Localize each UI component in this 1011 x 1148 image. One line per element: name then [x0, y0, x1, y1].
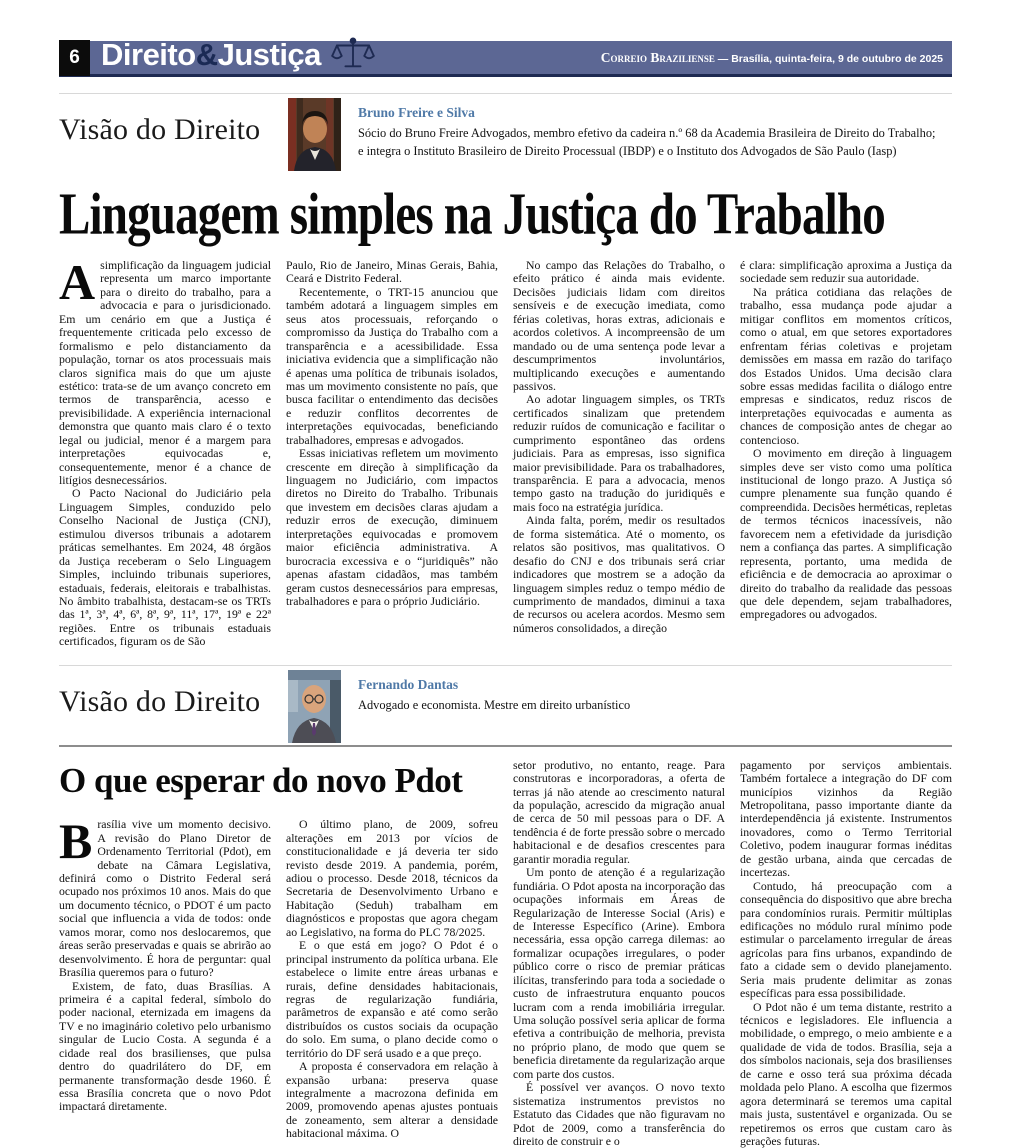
oped2-headline: O que esperar do novo Pdot — [59, 760, 463, 800]
section-title — [101, 37, 376, 79]
article-paragraph — [59, 813, 271, 980]
article-paragraph: É possível ver avanços. O novo texto sistematiza instrumentos previstos no Estatuto das Cidades que não figuravam no Pdot de 2009, como a transferência do direito de construir e o — [513, 1080, 725, 1148]
edition-dateline: — Brasília, quinta-feira, 9 de outubro de 2025 — [714, 52, 943, 65]
oped1-kicker: Visão do Direito — [59, 113, 261, 146]
masthead-name: Correio Braziliense — [600, 49, 715, 65]
section-title-right: Justiça — [217, 36, 321, 72]
oped1-column-2 — [286, 259, 498, 649]
oped1-article — [59, 254, 952, 649]
oped1-column-4 — [740, 259, 952, 649]
article-paragraph: O último plano, de 2009, sofreu alterações em 2013 por vícios de constitucionalidade e já deveria ter sido revisto desde 2019. A pandemia, porém, adiou o processo. Desde 2018, técnicos da Secretaria de Desenvolvimento Urbano e Habitação (Seduh) trabalham em diagnósticos e propostas que agora chegam ao Legislativo, na forma do PLC 78/2025. — [286, 817, 498, 939]
article-paragraph: Contudo, há preocupação com a consequência do dispositivo que abre brecha para condomínios rurais. Permitir múltiplas edificações no módulo rural mínimo pode estimular o parcelamento irregular de áreas agrícolas para fins urbanos, expandindo de fato a cidade sem o devido planejamento. Seria mais prudente delimitar as zonas específicas para essa possibilidade. — [740, 878, 952, 1001]
article-paragraph — [59, 254, 271, 487]
oped1-author-bio-line1: Sócio do Bruno Freire Advogados, membro efetivo da cadeira n.º 68 da Academia Brasileira de Direito do Trabalho; — [358, 126, 936, 140]
article-paragraph: O Pacto Nacional do Judiciário pela Linguagem Simples, conduzido pelo Conselho Nacional de Justiça (CNJ), estimulou diversos tribunais a adotarem práticas semelhantes. Em 2024, 48 órgãos da Justiça receberam o Selo Linguagem Simples, incluindo tribunais superiores, estaduais, federais, eleitorais e trabalhistas. No âmbito trabalhista, destacam-se os TRTs das 1ª, 3ª, 4ª, 6ª, 8ª, 9ª, 11ª, 17ª, 19ª e 22ª regiões. Entre os tribunais estaduais certificados, figuram os de São — [59, 486, 271, 649]
article-paragraph: é clara: simplificação aproxima a Justiça da sociedade sem reduzir sua autoridade. — [740, 258, 952, 286]
section-title-left: Direito — [101, 36, 196, 72]
oped2-dropcap: B — [59, 813, 93, 870]
oped1-column-3 — [513, 259, 725, 649]
article-paragraph: Recentemente, o TRT-15 anunciou que também adotará a linguagem simples em seus atos processuais, reforçando o compromisso da Justiça do Trabalho com a transparência e a acessibilidade. Essa iniciativa evidencia que a simplificação não é apenas uma política de tribunais isolados, mas um movimento consistente no país, que busca facilitar o entendimento das decisões e reduzir conflitos decorrentes de interpretações equivocadas, beneficiando trabalhadores, empresas e advogados. — [286, 284, 498, 447]
oped2-headline-wrap — [59, 759, 498, 819]
section-header-bar — [59, 36, 952, 77]
oped2-column-4 — [740, 759, 952, 1148]
article-paragraph: setor produtivo, no entanto, reage. Para construtoras e incorporadoras, a oferta de terras já não atende ao crescimento natural da população, acrescido da migração anual de cerca de 50 mil pessoas para o DF. A tendência é de forte pressão sobre o mercado habitacional e de desafios crescentes para garantir moradia regular. — [513, 757, 725, 866]
article-paragraph: Ao adotar linguagem simples, os TRTs certificados sinalizam que pretendem reduzir ruídos de comunicação e facilitar o cumprimento espontâneo das ordens judiciais. Para as empresas, isso significa maior previsibilidade. Para os trabalhadores, transparência. E para a advocacia, menos tempo gasto na tradução do juridiquês e mais foco na estratégia jurídica. — [513, 392, 725, 514]
oped2-column-3 — [513, 759, 725, 1148]
article-paragraph: Na prática cotidiana das relações de trabalho, essa mudança pode ajudar a mitigar conflitos em momentos críticos, como o atual, em que setores exportadores enfrentam férias coletivas e projetam demissões em massa em razão do tarifaço dos Estados Unidos. Uma decisão clara sobre essas medidas facilita o diálogo entre empresas e sindicatos, reduz riscos de interpretações equivocadas e aumenta as chances de composição antes de chegar ao contencioso. — [740, 284, 952, 447]
article-paragraph: A proposta é conservadora em relação à expansão urbana: preserva quase integralmente a macrozona definida em 2009, promovendo apenas ajustes pontuais de zoneamento, sem alterar a densidade habitacional máxima. O — [286, 1059, 498, 1141]
article-paragraph: pagamento por serviços ambientais. Também fortalece a integração do DF com municípios vizinhos da Região Metropolitana, passo importante diante da interdependência já existente. Instrumentos inovadores, como o Termo Territorial Coletivo, podem inaugurar formas inéditas de gestão urbana, ainda que cercadas de incertezas. — [740, 757, 952, 880]
article-paragraph: Ainda falta, porém, medir os resultados de forma sistemática. Até o momento, os relatos são positivos, mas qualitativos. O desafio do CNJ e dos tribunais será criar indicadores que mostrem se a adoção da linguagem simples reduz o tempo médio de cumprimento de mandados, diminui a taxa de recursos ou acelera acordos. Mesmo sem números consolidados, a direção — [513, 513, 725, 635]
article-paragraph: O Pdot não é um tema distante, restrito a técnicos e legisladores. Ele influencia a mobilidade, o emprego, o meio ambiente e a qualidade de vida de todos. Brasília, seja a dos símbolos nacionais, seja dos brasilienses de carne e osso terá sua próxima década moldada pelo Plano. A escolha que fizermos agora determinará se teremos uma capital mais justa, sustentável e organizada. Ou se repetiremos os erros que custam caro às gerações futuras. — [740, 999, 952, 1148]
oped2-author-bio-line1: Advogado e economista. Mestre em direito urbanístico — [358, 697, 631, 712]
article-paragraph: Existem, de fato, duas Brasílias. A primeira é a capital federal, símbolo do poder nacional, eternizada em imagens da TV e no imaginário coletivo pelo urbanismo singular de Lucio Costa. A segunda é a cidade real dos brasilienses, que pulsa dentro do quadrilátero do DF, em permanente transformação desde 1960. É essa Brasília concreta que o novo Pdot impactará diretamente. — [59, 978, 271, 1114]
article-paragraph: Um ponto de atenção é a regularização fundiária. O Pdot aposta na incorporação das ocupações informais em Áreas de Regularização de Interesse Social (Aris) e de Interesse Específico (Arine). Embora necessária, essa opção carrega dilemas: ao formalizar ocupações irregulares, o poder público corre o risco de premiar práticas ilícitas, transferindo para toda a sociedade o custo de infraestrutura enquanto poucos lucram com a renda imobiliária irregular. Uma solução possível seria aplicar de forma efetiva a contribuição de melhoria, prevista no próprio plano, de modo que quem se beneficia diretamente da regularização arque com parte dos custos. — [513, 865, 725, 1081]
oped2-author-strip — [59, 665, 952, 743]
masthead-dateline — [601, 49, 943, 67]
section-title-ampersand: & — [195, 36, 218, 72]
fernando-dantas-photo — [288, 670, 341, 743]
article-paragraph: No campo das Relações do Trabalho, o efeito prático é ainda mais evidente. Decisões judiciais lidam com direitos sensíveis e de execução imediata, como férias coletivas, horas extras, adicionais e acordos coletivos. A incompreensão de um mandado ou de uma sentença pode levar a descumprimentos involuntários, multiplicando execuções e aumentando passivos. — [513, 258, 725, 393]
oped2-column-1 — [59, 813, 271, 1148]
oped1-dropcap: A — [59, 254, 96, 310]
bruno-freire-photo — [288, 98, 341, 171]
oped1-headline: Linguagem simples na Justiça do Trabalho — [59, 181, 885, 248]
oped2-article — [59, 759, 952, 1148]
oped1-headline-wrap — [59, 181, 952, 248]
oped2-column-2 — [286, 818, 498, 1148]
oped1-author-name: Bruno Freire e Silva — [358, 105, 475, 120]
article-paragraph: Essas iniciativas refletem um movimento crescente em direção à simplificação da linguagem no Judiciário, com impactos diretos no Direito do Trabalho. Tribunais que investem em decisões claras ajudam a reduzir erros de execução, diminuem interpretações equivocadas e promovem maior eficiência administrativa. A burocracia excessiva e o “juridiquês” não apenas afastam cidadãos, mas também geram custos desnecessários para empresas, trabalhadores e para o próprio Judiciário. — [286, 446, 498, 608]
oped2-author-info — [358, 670, 630, 715]
article-paragraph: O movimento em direção à linguagem simples deve ser visto como uma política institucional de longo prazo. A Justiça só cumpre plenamente sua função quando é compreendida. Decisões herméticas, repletas de termos técnicos inacessíveis, não favorecem nem a efetividade da jurisdição nem a confiança das partes. A simplificação representa, portanto, uma medida de eficiência e de democracia ao aproximar o direito do trabalho da realidade das pessoas que dele dependem, sejam trabalhadores, empregadores ou advogados. — [740, 446, 952, 622]
page-number: 6 — [59, 40, 90, 76]
paragraph-text: simplificação da linguagem judicial representa um marco importante para o direito do trabalho, para a advocacia e para o jurisdicionado. Em um cenário em que a Justiça é frequentemente criticada pelo excesso de formalismo e pelo distanciamento da população, tornar os atos processuais mais claros significa mais do que um ajuste estético: trata-se de um avanço concreto em termos de transparência, acesso e previsibilidade. A experiência internacional demonstra que quanto mais claro é o texto legal ou judicial, menor é a margem para interpretações equivocadas e, consequentemente, menor é a chance de litígios desnecessários. — [59, 258, 271, 487]
article-paragraph: Paulo, Rio de Janeiro, Minas Gerais, Bahia, Ceará e Distrito Federal. — [286, 258, 498, 286]
oped1-column-1 — [59, 254, 271, 649]
oped1-author-strip — [59, 93, 952, 171]
scales-of-justice-icon — [330, 37, 376, 79]
oped2-author-name: Fernando Dantas — [358, 676, 459, 692]
oped1-author-info — [358, 98, 935, 160]
article-paragraph: E o que está em jogo? O Pdot é o principal instrumento da política urbana. Ele estabelece o limite entre áreas urbanas e rurais, define densidades habitacionais, regras de regularização fundiária, parâmetros de expansão e até como serão distribuídos os custos sociais da ocupação do solo. Em suma, o plano decide como o território do DF será usado e a que preço. — [286, 938, 498, 1060]
oped2-author-strip-wrap — [59, 665, 952, 747]
paragraph-text: rasília vive um momento decisivo. A revisão do Plano Diretor de Ordenamento Territorial (Pdot), em debate na Câmara Legislativa, definirá como o Distrito Federal será ocupado nos próximos 10 anos. Mais do que um documento técnico, o PDOT é um pacto social que influencia a vida de todos: onde vamos morar, como nos deslocaremos, que áreas serão preservadas e quais se abrirão ao desenvolvimento. É hora de perguntar: qual Brasília queremos para o futuro? — [59, 817, 271, 980]
oped2-kicker: Visão do Direito — [59, 684, 261, 718]
oped1-author-bio-line2: e integra o Instituto Brasileiro de Direito Processual (IBDP) e o Instituto dos Advogados de São Paulo (Iasp) — [358, 143, 897, 158]
